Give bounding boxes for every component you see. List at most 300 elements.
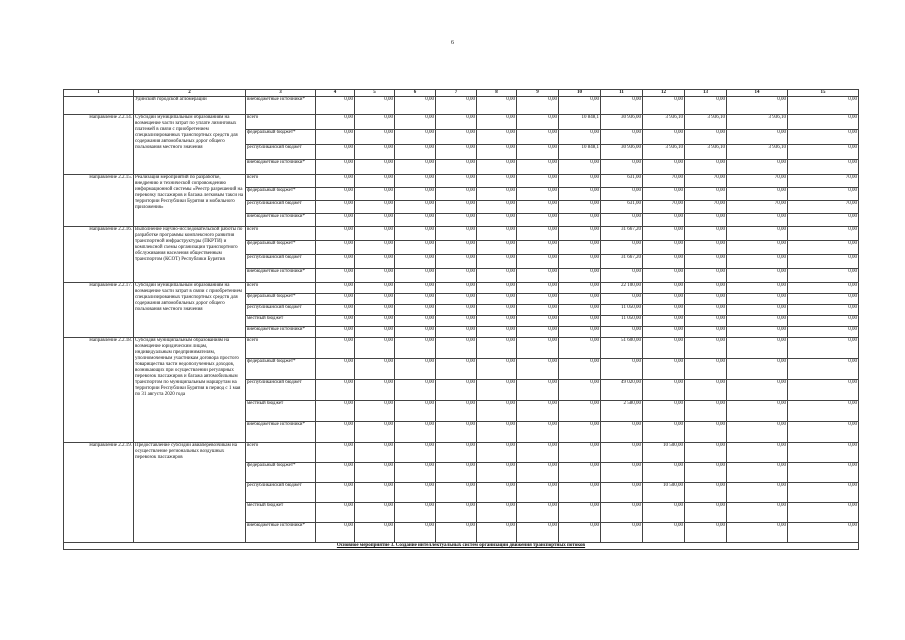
value-cell: 0,00 (685, 503, 727, 523)
value-cell: 0,00 (477, 305, 517, 316)
value-cell: 0,00 (643, 359, 685, 380)
value-cell: 0,00 (685, 327, 727, 338)
value-cell: 0,00 (685, 188, 727, 201)
value-cell: 0,00 (559, 269, 601, 283)
value-cell: 10 500,00 (643, 443, 685, 463)
value-cell: 0,00 (436, 227, 477, 241)
value-cell: 0,00 (316, 241, 355, 255)
funding-source: федеральный бюджет* (246, 188, 316, 201)
table-row (64, 443, 859, 463)
value-cell: 0,00 (788, 227, 859, 241)
value-cell: 0,00 (559, 523, 601, 543)
value-cell: 0,00 (601, 160, 643, 175)
value-cell: 0,00 (788, 97, 859, 115)
value-cell: 0,00 (436, 380, 477, 401)
value-cell: 0,00 (788, 241, 859, 255)
value-cell: 0,00 (477, 269, 517, 283)
value-cell: 0,00 (559, 175, 601, 188)
value-cell: 0,00 (436, 214, 477, 227)
value-cell: 51 600,00 (601, 338, 643, 359)
value-cell: 0,00 (436, 483, 477, 503)
funding-source: местный бюджет (246, 503, 316, 523)
value-cell: 0,00 (727, 269, 788, 283)
value-cell: 0,00 (601, 269, 643, 283)
value-cell: 0,00 (559, 255, 601, 269)
value-cell: 0,00 (436, 145, 477, 160)
value-cell: 0,00 (559, 483, 601, 503)
value-cell: 0,00 (436, 503, 477, 523)
value-cell: 0,00 (559, 227, 601, 241)
value-cell: 0,00 (727, 305, 788, 316)
value-cell: 0,00 (517, 214, 559, 227)
value-cell: 0,00 (601, 97, 643, 115)
value-cell: 0,00 (601, 483, 643, 503)
value-cell: 0,00 (601, 422, 643, 443)
value-cell: 0,00 (559, 338, 601, 359)
value-cell: 0,00 (788, 294, 859, 305)
value-cell: 0,00 (355, 214, 395, 227)
value-cell: 0,00 (316, 483, 355, 503)
direction-code: Направление 2.2.16. (64, 227, 134, 283)
value-cell: 0,00 (559, 241, 601, 255)
value-cell: 0,00 (316, 463, 355, 483)
value-cell: 0,00 (355, 305, 395, 316)
value-cell: 10 848,1 (559, 145, 601, 160)
value-cell: 0,00 (316, 422, 355, 443)
value-cell: 0,00 (559, 97, 601, 115)
funding-source: внебюджетные источники* (246, 269, 316, 283)
value-cell: 0,00 (395, 201, 436, 214)
funding-source: республиканский бюджет (246, 201, 316, 214)
value-cell: 0,00 (559, 316, 601, 327)
funding-source: всего (246, 175, 316, 188)
value-cell: 0,00 (355, 316, 395, 327)
value-cell: 0,00 (395, 327, 436, 338)
value-cell: 0,00 (436, 115, 477, 130)
value-cell: 0,00 (517, 380, 559, 401)
value-cell: 0,00 (788, 115, 859, 130)
value-cell: 0,00 (436, 283, 477, 294)
value-cell: 0,00 (727, 401, 788, 422)
value-cell: 70,00 (685, 175, 727, 188)
value-cell: 0,00 (316, 130, 355, 145)
value-cell: 0,00 (355, 227, 395, 241)
value-cell: 0,00 (355, 130, 395, 145)
value-cell: 0,00 (316, 338, 355, 359)
value-cell: 0,00 (395, 227, 436, 241)
funding-source: внебюджетные источники* (246, 214, 316, 227)
value-cell: 0,00 (517, 269, 559, 283)
header-cell: 6 (395, 90, 436, 97)
value-cell: 0,00 (477, 422, 517, 443)
value-cell: 0,00 (517, 523, 559, 543)
value-cell: 0,00 (788, 422, 859, 443)
value-cell: 0,00 (685, 269, 727, 283)
value-cell: 0,00 (601, 214, 643, 227)
header-cell: 8 (477, 90, 517, 97)
value-cell: 0,00 (436, 327, 477, 338)
value-cell: 0,00 (727, 338, 788, 359)
value-cell: 0,00 (727, 160, 788, 175)
header-cell: 15 (788, 90, 859, 97)
value-cell: 49 020,00 (601, 380, 643, 401)
value-cell: 0,00 (477, 463, 517, 483)
funding-source: федеральный бюджет* (246, 294, 316, 305)
value-cell: 0,00 (355, 338, 395, 359)
value-cell: 0,00 (517, 305, 559, 316)
funding-source: внебюджетные источники* (246, 327, 316, 338)
value-cell: 0,00 (685, 463, 727, 483)
value-cell: 0,00 (395, 443, 436, 463)
header-row (64, 90, 859, 97)
value-cell: 0,00 (643, 327, 685, 338)
value-cell: 0,00 (643, 130, 685, 145)
value-cell: 0,00 (788, 130, 859, 145)
value-cell: 0,00 (477, 443, 517, 463)
value-cell: 0,00 (685, 316, 727, 327)
value-cell: 0,00 (727, 327, 788, 338)
value-cell: 0,00 (316, 145, 355, 160)
value-cell: 0,00 (559, 443, 601, 463)
value-cell: 0,00 (788, 188, 859, 201)
value-cell: 0,00 (395, 359, 436, 380)
value-cell: 0,00 (477, 294, 517, 305)
value-cell: 0,00 (316, 327, 355, 338)
value-cell: 0,00 (685, 380, 727, 401)
value-cell: 0,00 (477, 241, 517, 255)
value-cell: 10 848,1 (559, 115, 601, 130)
header-cell: 11 (601, 90, 643, 97)
value-cell: 0,00 (559, 359, 601, 380)
value-cell: 0,00 (436, 160, 477, 175)
value-cell: 0,00 (601, 241, 643, 255)
value-cell: 0,00 (517, 338, 559, 359)
value-cell: 0,00 (477, 327, 517, 338)
value-cell: 0,00 (477, 338, 517, 359)
value-cell: 0,00 (436, 338, 477, 359)
value-cell: 0,00 (559, 188, 601, 201)
value-cell: 0,00 (685, 130, 727, 145)
value-cell: 0,00 (685, 338, 727, 359)
funding-source: республиканский бюджет (246, 305, 316, 316)
header-cell: 12 (643, 90, 685, 97)
value-cell: 0,00 (436, 97, 477, 115)
value-cell: 0,00 (316, 160, 355, 175)
funding-source: внебюджетные источники* (246, 97, 316, 115)
value-cell: 0,00 (517, 294, 559, 305)
value-cell: 0,00 (316, 115, 355, 130)
value-cell: 0,00 (788, 483, 859, 503)
direction-name: Предоставление субсидии авиаперевозчикам на осуществление региональных воздушных перевозок пассажиров (134, 443, 246, 543)
value-cell: 0,00 (643, 241, 685, 255)
value-cell: 0,00 (685, 97, 727, 115)
value-cell: 0,00 (643, 160, 685, 175)
funding-source: федеральный бюджет* (246, 241, 316, 255)
value-cell: 0,00 (316, 443, 355, 463)
budget-table (63, 89, 859, 550)
value-cell: 0,00 (477, 401, 517, 422)
value-cell: 0,00 (788, 145, 859, 160)
value-cell: 0,00 (517, 422, 559, 443)
value-cell: 0,00 (436, 269, 477, 283)
value-cell: 0,00 (601, 523, 643, 543)
value-cell: 0,00 (643, 523, 685, 543)
direction-name: Удинский городской агломерации (134, 97, 246, 115)
value-cell: 0,00 (395, 214, 436, 227)
value-cell: 0,00 (727, 380, 788, 401)
value-cell: 0,00 (788, 327, 859, 338)
value-cell: 0,00 (517, 401, 559, 422)
value-cell: 0,00 (517, 175, 559, 188)
funding-source: внебюджетные источники* (246, 160, 316, 175)
page-number: 6 (451, 40, 454, 46)
value-cell: 0,00 (395, 305, 436, 316)
value-cell: 0,00 (643, 214, 685, 227)
direction-code: Направление 2.2.17. (64, 283, 134, 338)
value-cell: 0,00 (316, 380, 355, 401)
value-cell: 0,00 (685, 241, 727, 255)
value-cell: 0,00 (788, 401, 859, 422)
value-cell: 0,00 (477, 201, 517, 214)
value-cell: 0,00 (395, 316, 436, 327)
value-cell: 31 667,20 (601, 227, 643, 241)
value-cell: 0,00 (395, 255, 436, 269)
value-cell: 0,00 (395, 380, 436, 401)
funding-source: республиканский бюджет (246, 255, 316, 269)
value-cell: 0,00 (395, 130, 436, 145)
value-cell: 0,00 (316, 97, 355, 115)
value-cell: 0,00 (316, 269, 355, 283)
table-body (64, 97, 859, 550)
direction-name: Субсидии муниципальным образованиям на возмещение части затрат в связи с приобретением специализированных транспортных средств для содержания автомобильных дорог общего пользования местного значения (134, 283, 246, 338)
value-cell: 70,00 (685, 201, 727, 214)
value-cell: 0,00 (559, 130, 601, 145)
funding-source: федеральный бюджет* (246, 463, 316, 483)
value-cell: 0,00 (477, 523, 517, 543)
value-cell: 0,00 (316, 359, 355, 380)
value-cell: 0,00 (395, 175, 436, 188)
value-cell: 0,00 (643, 227, 685, 241)
table-row (64, 97, 859, 115)
value-cell: 0,00 (395, 269, 436, 283)
funding-source: всего (246, 338, 316, 359)
value-cell: 0,00 (643, 305, 685, 316)
value-cell: 0,00 (643, 422, 685, 443)
value-cell: 0,00 (788, 255, 859, 269)
value-cell: 0,00 (355, 241, 395, 255)
value-cell: 0,00 (355, 523, 395, 543)
value-cell: 0,00 (517, 327, 559, 338)
value-cell: 0,00 (436, 241, 477, 255)
value-cell: 0,00 (436, 359, 477, 380)
value-cell: 0,00 (517, 188, 559, 201)
direction-name: Выполнение научно-исследовательской работы по разработке программы комплексного развития транспортной инфраструктуры (ПКРТИ) и комплексной схемы организации транспортного обслуживания населения общественным транспортом (КСОТ) Республики Бурятия (134, 227, 246, 283)
value-cell: 0,00 (643, 255, 685, 269)
value-cell: 70,00 (788, 201, 859, 214)
funding-source: республиканский бюджет (246, 483, 316, 503)
value-cell: 0,00 (643, 283, 685, 294)
value-cell: 0,00 (601, 443, 643, 463)
value-cell: 0,00 (477, 188, 517, 201)
value-cell: 0,00 (436, 443, 477, 463)
value-cell: 0,00 (316, 316, 355, 327)
value-cell: 30 936,00 (601, 115, 643, 130)
value-cell: 0,00 (685, 227, 727, 241)
value-cell: 0,00 (477, 97, 517, 115)
value-cell: 0,00 (727, 503, 788, 523)
value-cell: 11 050,00 (601, 305, 643, 316)
value-cell: 0,00 (355, 422, 395, 443)
value-cell: 0,00 (436, 422, 477, 443)
value-cell: 0,00 (727, 130, 788, 145)
value-cell: 0,00 (601, 130, 643, 145)
value-cell: 0,00 (559, 463, 601, 483)
value-cell: 0,00 (685, 294, 727, 305)
header-cell: 5 (355, 90, 395, 97)
value-cell: 0,00 (643, 97, 685, 115)
value-cell: 0,00 (436, 130, 477, 145)
value-cell: 70,00 (643, 175, 685, 188)
value-cell: 0,00 (788, 283, 859, 294)
value-cell: 0,00 (316, 227, 355, 241)
value-cell: 0,00 (788, 160, 859, 175)
table-row (64, 175, 859, 188)
value-cell: 0,00 (643, 188, 685, 201)
funding-source: республиканский бюджет (246, 380, 316, 401)
value-cell: 0,00 (316, 503, 355, 523)
value-cell: 3 936,10 (727, 145, 788, 160)
value-cell: 0,00 (436, 523, 477, 543)
funding-source: внебюджетные источники* (246, 523, 316, 543)
value-cell: 0,00 (643, 269, 685, 283)
value-cell: 0,00 (355, 115, 395, 130)
value-cell: 0,00 (395, 283, 436, 294)
value-cell: 0,00 (316, 201, 355, 214)
value-cell: 0,00 (477, 503, 517, 523)
value-cell: 2 580,00 (601, 401, 643, 422)
value-cell: 0,00 (436, 175, 477, 188)
value-cell: 22 100,00 (601, 283, 643, 294)
value-cell: 0,00 (727, 241, 788, 255)
table-row (64, 283, 859, 294)
value-cell: 0,00 (517, 241, 559, 255)
direction-code: Направление 2.2.18. (64, 338, 134, 443)
header-cell: 1 (64, 90, 134, 97)
value-cell: 0,00 (685, 422, 727, 443)
value-cell: 0,00 (355, 160, 395, 175)
value-cell: 11 050,00 (601, 316, 643, 327)
header-cell: 13 (685, 90, 727, 97)
value-cell: 0,00 (355, 145, 395, 160)
header-cell: 7 (436, 90, 477, 97)
value-cell: 0,00 (788, 380, 859, 401)
value-cell: 0,00 (395, 241, 436, 255)
value-cell: 0,00 (685, 401, 727, 422)
value-cell: 3 936,10 (727, 115, 788, 130)
value-cell: 0,00 (517, 316, 559, 327)
value-cell: 0,00 (477, 359, 517, 380)
value-cell: 0,00 (517, 283, 559, 294)
value-cell: 0,00 (395, 294, 436, 305)
value-cell: 0,00 (316, 283, 355, 294)
value-cell: 0,00 (395, 115, 436, 130)
value-cell: 0,00 (355, 201, 395, 214)
value-cell: 70,00 (643, 201, 685, 214)
value-cell: 0,00 (559, 503, 601, 523)
direction-name: Субсидии муниципальным образованиям на возмещение части затрат по уплате лизинговых платежей в связи с приобретением специализированных транспортных средств для содержания автомобильных дорог общего пользования местного значения (134, 115, 246, 175)
value-cell: 0,00 (727, 483, 788, 503)
value-cell: 0,00 (517, 201, 559, 214)
value-cell: 631,00 (601, 175, 643, 188)
value-cell: 0,00 (355, 503, 395, 523)
value-cell: 0,00 (727, 283, 788, 294)
value-cell: 0,00 (643, 294, 685, 305)
value-cell: 0,00 (316, 214, 355, 227)
value-cell: 0,00 (517, 503, 559, 523)
value-cell: 0,00 (517, 97, 559, 115)
funding-source: республиканский бюджет (246, 145, 316, 160)
header-cell: 2 (134, 90, 246, 97)
value-cell: 0,00 (436, 463, 477, 483)
header-cell: 4 (316, 90, 355, 97)
value-cell: 0,00 (601, 327, 643, 338)
value-cell: 0,00 (395, 523, 436, 543)
value-cell: 0,00 (355, 175, 395, 188)
value-cell: 0,00 (788, 523, 859, 543)
value-cell: 0,00 (643, 316, 685, 327)
value-cell: 0,00 (559, 380, 601, 401)
direction-code: Направление 2.2.19. (64, 443, 134, 543)
value-cell: 0,00 (477, 483, 517, 503)
value-cell: 0,00 (559, 401, 601, 422)
value-cell: 0,00 (788, 214, 859, 227)
funding-source: внебюджетные источники* (246, 422, 316, 443)
funding-source: всего (246, 227, 316, 241)
value-cell: 0,00 (643, 338, 685, 359)
funding-source: всего (246, 115, 316, 130)
value-cell: 0,00 (643, 380, 685, 401)
value-cell: 0,00 (355, 283, 395, 294)
table-row (64, 227, 859, 241)
value-cell: 0,00 (355, 359, 395, 380)
value-cell: 0,00 (477, 175, 517, 188)
value-cell: 0,00 (727, 523, 788, 543)
value-cell: 0,00 (685, 523, 727, 543)
value-cell: 0,00 (727, 463, 788, 483)
value-cell: 0,00 (517, 227, 559, 241)
value-cell: 0,00 (395, 401, 436, 422)
value-cell: 0,00 (316, 523, 355, 543)
value-cell: 0,00 (685, 160, 727, 175)
value-cell: 0,00 (788, 443, 859, 463)
value-cell: 0,00 (477, 214, 517, 227)
value-cell: 0,00 (559, 283, 601, 294)
value-cell: 0,00 (355, 97, 395, 115)
value-cell: 0,00 (643, 401, 685, 422)
value-cell: 0,00 (395, 338, 436, 359)
value-cell: 0,00 (727, 97, 788, 115)
value-cell: 0,00 (355, 483, 395, 503)
value-cell: 0,00 (727, 227, 788, 241)
value-cell: 0,00 (727, 443, 788, 463)
value-cell: 0,00 (316, 401, 355, 422)
value-cell: 3 936,10 (685, 115, 727, 130)
direction-code: Направление 2.2.15. (64, 175, 134, 227)
value-cell: 0,00 (559, 160, 601, 175)
value-cell: 0,00 (788, 503, 859, 523)
value-cell: 0,00 (395, 463, 436, 483)
value-cell: 0,00 (316, 188, 355, 201)
